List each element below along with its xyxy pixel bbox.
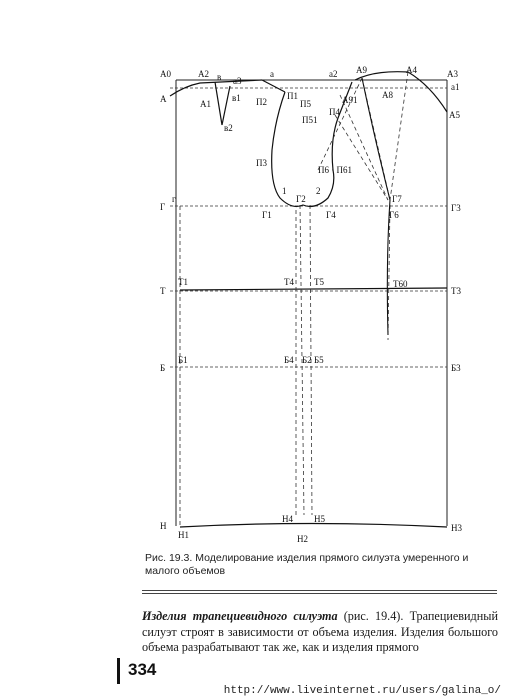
- label-A0: А0: [160, 69, 171, 79]
- label-a2: а2: [329, 69, 338, 79]
- label-B2: Б2: [302, 355, 312, 365]
- label-P2: П2: [256, 97, 267, 107]
- label-a: а: [270, 69, 274, 79]
- label-T60: Т60: [393, 279, 408, 289]
- label-H4: Н4: [282, 514, 293, 524]
- divider-rule: [142, 593, 497, 594]
- label-a1: а1: [451, 82, 460, 92]
- label-v1: в1: [232, 93, 241, 103]
- label-P5: П5: [300, 99, 311, 109]
- label-H1: Н1: [178, 530, 189, 540]
- label-G2: Г2: [296, 194, 306, 204]
- label-A9: А9: [356, 65, 367, 75]
- label-P3: П3: [256, 158, 267, 168]
- label-B4: Б4: [284, 355, 294, 365]
- label-A2: А2: [198, 69, 209, 79]
- label-B5: Б5: [314, 355, 324, 365]
- label-A1: А1: [200, 99, 211, 109]
- label-B1s: Б1: [178, 355, 188, 365]
- label-v2: в2: [224, 123, 233, 133]
- label-A8: А8: [382, 90, 393, 100]
- label-T1: Т1: [178, 277, 188, 287]
- label-P51: П51: [302, 115, 318, 125]
- label-T3: Т3: [451, 286, 461, 296]
- divider-rule: [142, 590, 497, 591]
- label-B3: Б3: [451, 363, 461, 373]
- label-G4: Г4: [326, 210, 336, 220]
- label-g: г: [172, 194, 176, 204]
- label-v: в: [217, 72, 222, 82]
- label-a3: а3: [233, 76, 242, 86]
- label-T5: Т5: [314, 277, 324, 287]
- label-A4: А4: [406, 65, 417, 75]
- label-H2: Н2: [297, 534, 308, 544]
- label-H: Н: [160, 521, 167, 531]
- label-T4: Т4: [284, 277, 294, 287]
- page-number-bar: [117, 658, 120, 684]
- page-number: 334: [128, 660, 157, 679]
- label-P4: П4: [329, 107, 340, 117]
- label-n2: 2: [316, 186, 321, 196]
- label-G6: Г6: [389, 210, 399, 220]
- body-paragraph: [142, 609, 498, 656]
- label-G3: Г3: [451, 203, 461, 213]
- label-T: Т: [160, 286, 166, 296]
- label-H3: Н3: [451, 523, 462, 533]
- label-A: А: [160, 94, 167, 104]
- label-G: Г: [160, 202, 166, 212]
- label-B: Б: [160, 363, 166, 373]
- body-lead: Изделия трапециевидного силуэта: [142, 609, 338, 623]
- figure-caption: Рис. 19.3. Моделирование изделия прямого силуэта умеренного и малого объемов: [145, 552, 469, 577]
- label-G7: Г7: [392, 194, 402, 204]
- label-A91: А91: [342, 95, 358, 105]
- label-n1: 1: [282, 186, 287, 196]
- label-P1: П1: [287, 91, 298, 101]
- label-G1: Г1: [262, 210, 272, 220]
- label-A5: А5: [449, 110, 460, 120]
- label-A3: А3: [447, 69, 458, 79]
- label-H5: Н5: [314, 514, 325, 524]
- label-P6: П6 · П61: [318, 165, 352, 175]
- source-url: http://www.liveinternet.ru/users/galina_o/: [223, 685, 501, 697]
- body-rest: (рис. 19.4). Трапециевидный силуэт строят в зависимости от объема изделия. Изделия большого объема разрабатывают так же, как и изделия прямого: [142, 609, 498, 654]
